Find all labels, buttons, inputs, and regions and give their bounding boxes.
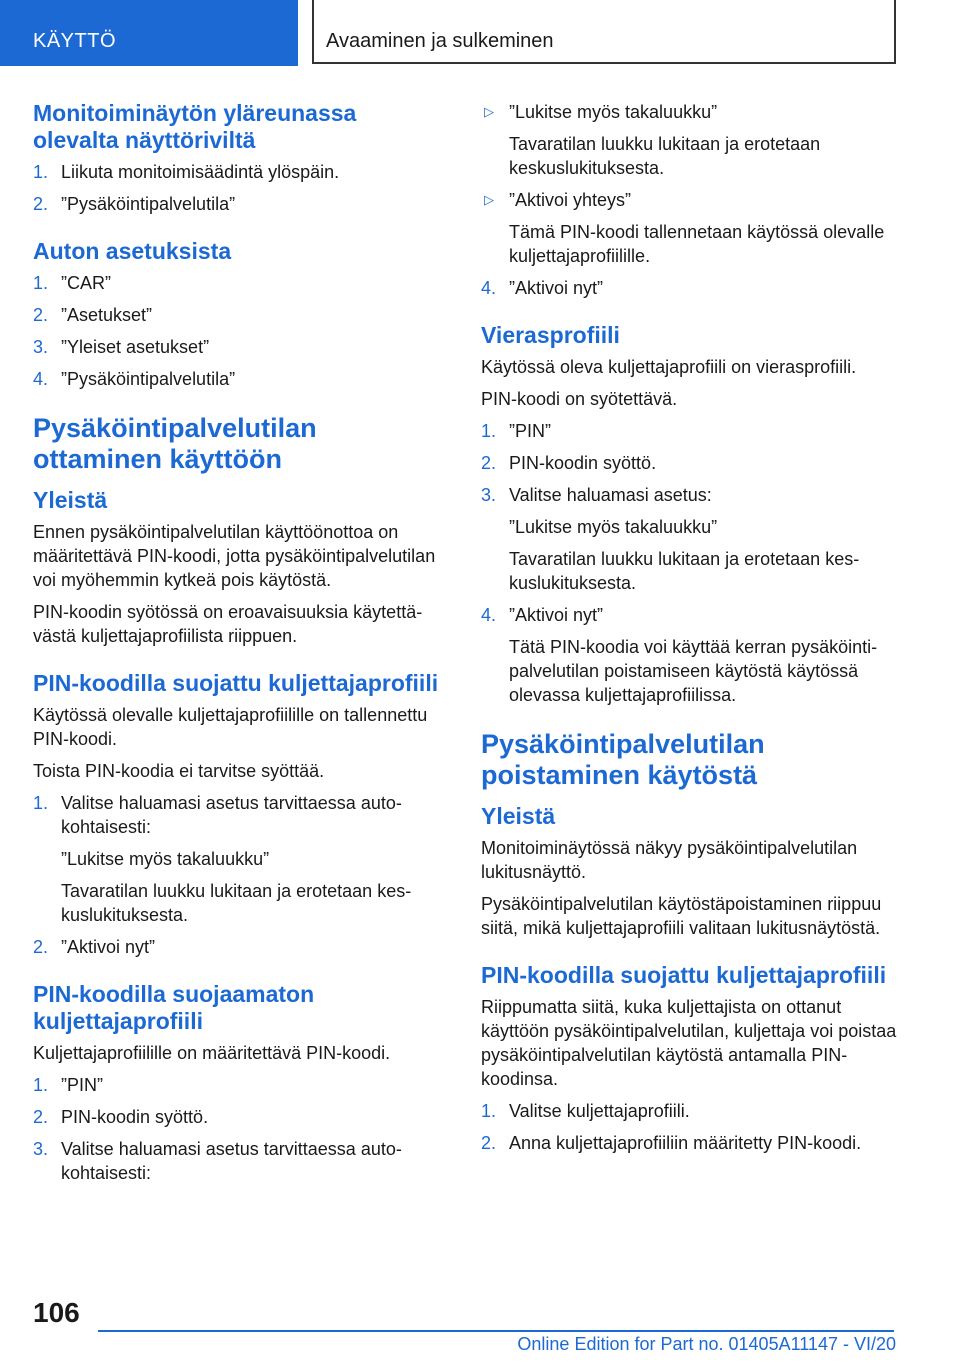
- list-subtext: Tämä PIN-koodi tallennetaan käytössä olevalle kuljettajaprofiilille.: [509, 222, 885, 266]
- list-item: [481, 1099, 901, 1123]
- list-number: 2.: [33, 1107, 49, 1127]
- paragraph: Riippumatta siitä, kuka kuljettajista on ottanut käyttöön pysäköintipalvelutilan, kuljettaja voi poistaa pysäköintipalvelutilan käytöstä antamalla PIN-koodinsa.: [481, 997, 897, 1089]
- right-column: [481, 100, 901, 1163]
- list-number: 1.: [481, 421, 497, 441]
- list-text: Valitse haluamasi asetus tarvittaessa autokohtaisesti:: [61, 793, 402, 837]
- list-subtext: ”Lukitse myös takaluukku”: [509, 517, 718, 537]
- list-text: ”Aktivoi yhteys”: [509, 190, 632, 210]
- list-text: Valitse haluamasi asetus:: [509, 485, 712, 505]
- list-text: ”CAR”: [61, 273, 111, 293]
- paragraph: Monitoiminäytössä näkyy pysäköintipalvelutilan lukitusnäyttö.: [481, 838, 858, 882]
- list-number: 3.: [481, 485, 497, 505]
- list-text: ”Yleiset asetukset”: [61, 337, 210, 357]
- list-item: [33, 192, 448, 216]
- paragraph: PIN-koodi on syötettävä.: [481, 389, 678, 409]
- list-item: [33, 1073, 448, 1097]
- triangle-right-icon: ▷: [484, 192, 494, 207]
- list-item: [481, 100, 901, 124]
- list-item: [33, 1137, 448, 1185]
- list-number: 1.: [481, 1101, 497, 1121]
- list-text: Liikuta monitoimisäädintä ylöspäin.: [61, 162, 340, 182]
- list-text: ”Aktivoi nyt”: [509, 278, 604, 298]
- list-text: ”Pysäköintipalvelutila”: [61, 194, 236, 214]
- list-item: [33, 367, 448, 391]
- list-subtext: Tavaratilan luukku lukitaan ja erotetaan keskuslukituksesta.: [509, 134, 821, 178]
- list-number: 1.: [33, 1075, 49, 1095]
- list-number: 2.: [481, 1133, 497, 1153]
- page-header: [0, 0, 960, 66]
- list-number: 2.: [481, 453, 497, 473]
- list-item: [33, 1105, 448, 1129]
- list-item: [33, 335, 448, 359]
- list-number: 3.: [33, 337, 49, 357]
- list-item: [481, 451, 901, 475]
- list-text: ”Aktivoi nyt”: [61, 937, 156, 957]
- section-tab: KÄYTTÖ: [0, 0, 298, 66]
- list-number: 2.: [33, 194, 49, 214]
- list-number: 4.: [33, 369, 49, 389]
- heading-pin-suojaamaton: PIN-koodilla suojaamaton kuljettajaprofiili: [33, 981, 315, 1034]
- heading-yleista-2: Yleistä: [481, 803, 556, 829]
- paragraph: Toista PIN-koodia ei tarvitse syöttää.: [33, 761, 325, 781]
- list-number: 1.: [33, 162, 49, 182]
- list-number: 1.: [33, 273, 49, 293]
- list-item: [33, 935, 448, 959]
- left-column: [33, 100, 448, 1193]
- heading-poistaminen-kaytosta: Pysäköintipalvelutilan poistaminen käytöstä: [481, 729, 765, 790]
- edition-note: Online Edition for Part no. 01405A11147 - VI/20: [517, 1334, 896, 1354]
- list-number: 4.: [481, 605, 497, 625]
- paragraph: Pysäköintipalvelutilan käytöstäpoistaminen riippuu siitä, mikä kuljettajaprofiili valitaan lukitusnäytöstä.: [481, 894, 882, 938]
- list-number: 2.: [33, 937, 49, 957]
- heading-pin-suojattu-2: PIN-koodilla suojattu kuljettajaprofiili: [481, 962, 887, 988]
- list-text: ”Lukitse myös takaluukku”: [509, 102, 718, 122]
- list-text: Valitse kuljettajaprofiili.: [509, 1101, 690, 1121]
- list-text: ”PIN”: [61, 1075, 103, 1095]
- paragraph: Kuljettajaprofiilille on määritettävä PIN-koodi.: [33, 1043, 391, 1063]
- chapter-title: Avaaminen ja sulkeminen: [312, 0, 896, 64]
- list-text: PIN-koodin syöttö.: [509, 453, 657, 473]
- footer-divider: [98, 1330, 894, 1332]
- list-text: Valitse haluamasi asetus tarvittaessa autokohtaisesti:: [61, 1139, 402, 1183]
- list-item: [481, 1131, 901, 1155]
- paragraph: Ennen pysäköintipalvelutilan käyttöönottoa on määritettävä PIN-koodi, jotta pysäköintipalvelutilan voi myöhemmin kytkeä pois käytöstä.: [33, 522, 436, 590]
- list-item: [481, 276, 901, 300]
- list-item: [33, 271, 448, 295]
- list-item: [481, 603, 901, 627]
- list-number: 3.: [33, 1139, 49, 1159]
- list-subtext: Tavaratilan luukku lukitaan ja erotetaan keskuslukituksesta.: [61, 881, 412, 925]
- list-item: [33, 791, 448, 839]
- paragraph: PIN-koodin syötössä on eroavaisuuksia käytettävästä kuljettajaprofiilista riippuen.: [33, 602, 423, 646]
- list-number: 1.: [33, 793, 49, 813]
- heading-vierasprofiili: Vierasprofiili: [481, 322, 620, 348]
- list-text: ”Aktivoi nyt”: [509, 605, 604, 625]
- list-item: [481, 419, 901, 443]
- list-subtext: Tavaratilan luukku lukitaan ja erotetaan keskuslukituksesta.: [509, 549, 860, 593]
- list-item: [33, 160, 448, 184]
- triangle-right-icon: ▷: [484, 104, 494, 119]
- heading-auton-asetuksista: Auton asetuksista: [33, 238, 232, 264]
- list-text: ”Pysäköintipalvelutila”: [61, 369, 236, 389]
- heading-pin-suojattu: PIN-koodilla suojattu kuljettajaprofiili: [33, 670, 439, 696]
- list-subtext: ”Lukitse myös takaluukku”: [61, 849, 270, 869]
- list-text: ”Asetukset”: [61, 305, 153, 325]
- list-item: [481, 483, 901, 507]
- list-text: Anna kuljettajaprofiiliin määritetty PIN-koodi.: [509, 1133, 862, 1153]
- list-number: 4.: [481, 278, 497, 298]
- list-item: [33, 303, 448, 327]
- heading-monitor: Monitoiminäytön yläreunassa olevalta näyttöriviltä: [33, 100, 357, 153]
- list-text: PIN-koodin syöttö.: [61, 1107, 209, 1127]
- list-text: ”PIN”: [509, 421, 551, 441]
- paragraph: Käytössä oleva kuljettajaprofiili on vierasprofiili.: [481, 357, 857, 377]
- heading-yleista: Yleistä: [33, 487, 108, 513]
- list-item: [481, 188, 901, 212]
- list-number: 2.: [33, 305, 49, 325]
- paragraph: Käytössä olevalle kuljettajaprofiilille on tallennettu PIN-koodi.: [33, 705, 428, 749]
- list-subtext: Tätä PIN-koodia voi käyttää kerran pysäköintipalvelutilan poistamiseen käytöstä käytössä olevassa kuljettajaprofiilissa.: [509, 637, 878, 705]
- heading-ottaminen-kayttoon: Pysäköintipalvelutilan ottaminen käyttöön: [33, 413, 317, 474]
- page-number: 106: [33, 1297, 80, 1328]
